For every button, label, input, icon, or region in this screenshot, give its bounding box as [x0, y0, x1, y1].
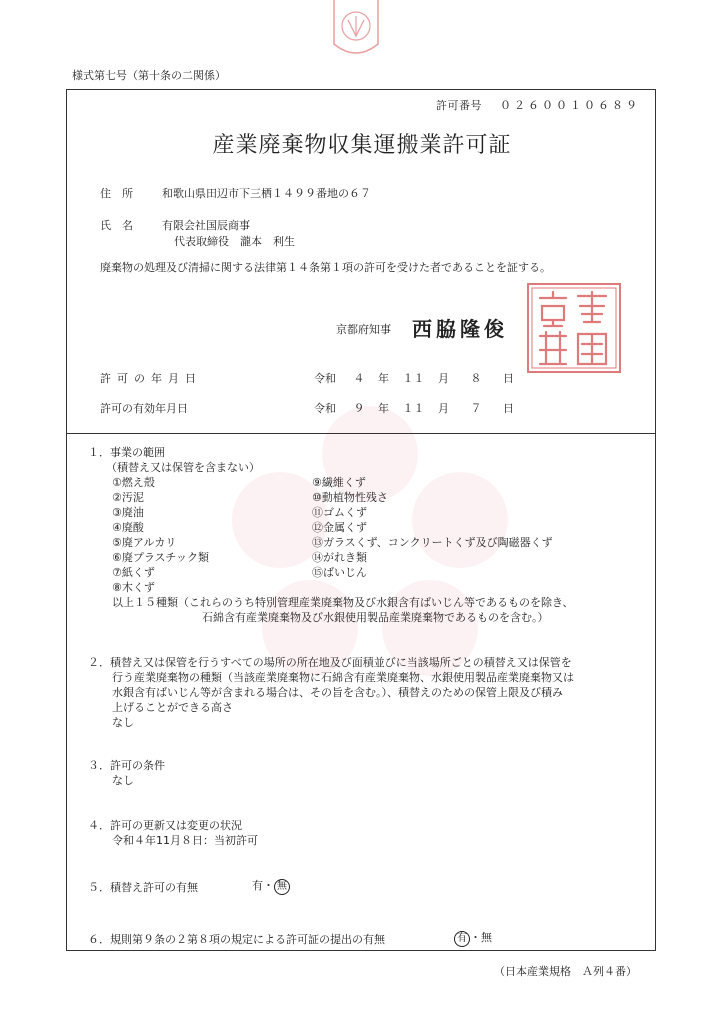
certification-statement: 廃棄物の処理及び清掃に関する法律第１４条第１項の許可を受けた者であることを証する。 [100, 261, 551, 274]
waste-item-right: ⑫金属くず [312, 521, 367, 534]
permit-date-day-unit: 日 [503, 372, 514, 385]
permit-date-label [100, 370, 202, 386]
waste-item-left: ⑧木くず [112, 581, 155, 594]
waste-item-left: ⑥廃プラスチック類 [112, 551, 209, 564]
waste-item-left: ③廃油 [112, 506, 144, 519]
section1-summary-line2: 石綿含有産業廃棄物及び水銀使用製品産業廃棄物であるものを含む。） [202, 611, 549, 624]
official-seal [526, 282, 622, 374]
section5-separator: ・ [263, 879, 274, 892]
governor-title: 京都府知事 [336, 323, 391, 336]
valid-until-day: ７ [470, 402, 482, 415]
valid-until-year: ９ [353, 402, 365, 415]
top-seal-image [330, 0, 382, 58]
permit-date-value [314, 370, 514, 386]
valid-until-year-unit: 年 [378, 402, 389, 415]
certificate-title: 産業廃棄物収集運搬業許可証 [212, 133, 512, 158]
waste-item-right: ⑮ばいじん [312, 566, 367, 579]
section5-options [252, 877, 290, 895]
permit-number-label: 許可番号 [436, 99, 482, 112]
permit-number-value: ０２６００１０６８９ [500, 99, 640, 112]
section2-line3: 水銀含有ばいじん等が含まれる場合は、その旨を含む。）、積替えのための保管上限及び積み [112, 686, 563, 699]
waste-item-left: ④廃酸 [112, 521, 144, 534]
section6-options [454, 929, 492, 947]
section5-yes: 有 [252, 879, 263, 892]
footer-note: （日本産業規格 Ａ列４番） [494, 965, 637, 978]
section6-no: 無 [481, 931, 492, 944]
waste-item-right: ⑩動植物性残さ [312, 491, 388, 504]
section2-line4: 上げることができる高さ [112, 701, 233, 714]
permit-date-month-unit: 月 [438, 372, 449, 385]
section2-line1: ２．積替え又は保管を行うすべての場所の所在地及び面積並びに当該場所ごとの積替え又は保管を [88, 656, 572, 669]
section1-subheading: （積替え又は保管を含まない） [106, 461, 260, 474]
form-number: 様式第七号（第十条の二関係） [72, 69, 226, 82]
permit-date-era: 令和 [314, 372, 336, 385]
section6-separator: ・ [470, 931, 481, 944]
section2-value: なし [112, 716, 134, 729]
waste-item-left: ⑦紙くず [112, 566, 155, 579]
section3-heading: ３．許可の条件 [88, 759, 165, 772]
waste-item-right: ⑭がれき類 [312, 551, 367, 564]
governor-name: 西脇隆俊 [412, 317, 508, 341]
name-label: 氏 名 [100, 219, 133, 232]
valid-until-day-unit: 日 [503, 402, 514, 415]
permit-number [436, 97, 640, 113]
valid-until-era: 令和 [314, 402, 336, 415]
section2-line2: 行う産業廃棄物の種類（当該産業廃棄物に石綿含有産業廃棄物、水銀使用製品産業廃棄物又は [112, 671, 574, 684]
waste-item-left: ⑤廃アルカリ [112, 536, 177, 549]
valid-until-label: 許可の有効年月日 [100, 402, 188, 415]
waste-item-right: ⑪ゴムくず [312, 506, 367, 519]
valid-until-value [314, 400, 514, 416]
representative-name: 代表取締役 瀧本 利生 [174, 235, 295, 248]
section1-summary-line1: 以上１５種類（これらのうち特別管理産業廃棄物及び水銀含有ばいじん等であるものを除き、 [112, 596, 574, 609]
company-name: 有限会社国辰商事 [162, 219, 250, 232]
valid-until-month-unit: 月 [438, 402, 449, 415]
permit-date-month: １１ [402, 372, 425, 385]
waste-item-right: ⑬ガラスくず、コンクリートくず及び陶磁器くず [312, 536, 553, 549]
permit-date-label-text: 許可の年月日 [100, 372, 202, 385]
section1-heading: １．事業の範囲 [88, 446, 165, 459]
valid-until-month: １１ [402, 402, 425, 415]
section5-heading: ５．積替え許可の有無 [88, 881, 198, 894]
waste-item-left: ①燃え殻 [112, 476, 155, 489]
section4-value: 令和４年11月８日：当初許可 [112, 834, 258, 847]
section5-no-circled: 無 [274, 879, 290, 895]
permit-date-year-unit: 年 [378, 372, 389, 385]
section3-value: なし [112, 774, 134, 787]
section-divider [66, 433, 656, 434]
waste-item-right: ⑨繊維くず [312, 476, 366, 489]
permit-date-year: ４ [353, 372, 365, 385]
section4-heading: ４．許可の更新又は変更の状況 [88, 819, 242, 832]
permit-date-day: ８ [470, 372, 482, 385]
section6-yes-circled: 有 [454, 931, 470, 947]
waste-item-left: ②汚泥 [112, 491, 144, 504]
address-label: 住 所 [100, 187, 133, 200]
section6-heading: ６．規則第９条の２第８項の規定による許可証の提出の有無 [88, 933, 385, 946]
address-value: 和歌山県田辺市下三栖１４９９番地の６７ [162, 187, 371, 200]
